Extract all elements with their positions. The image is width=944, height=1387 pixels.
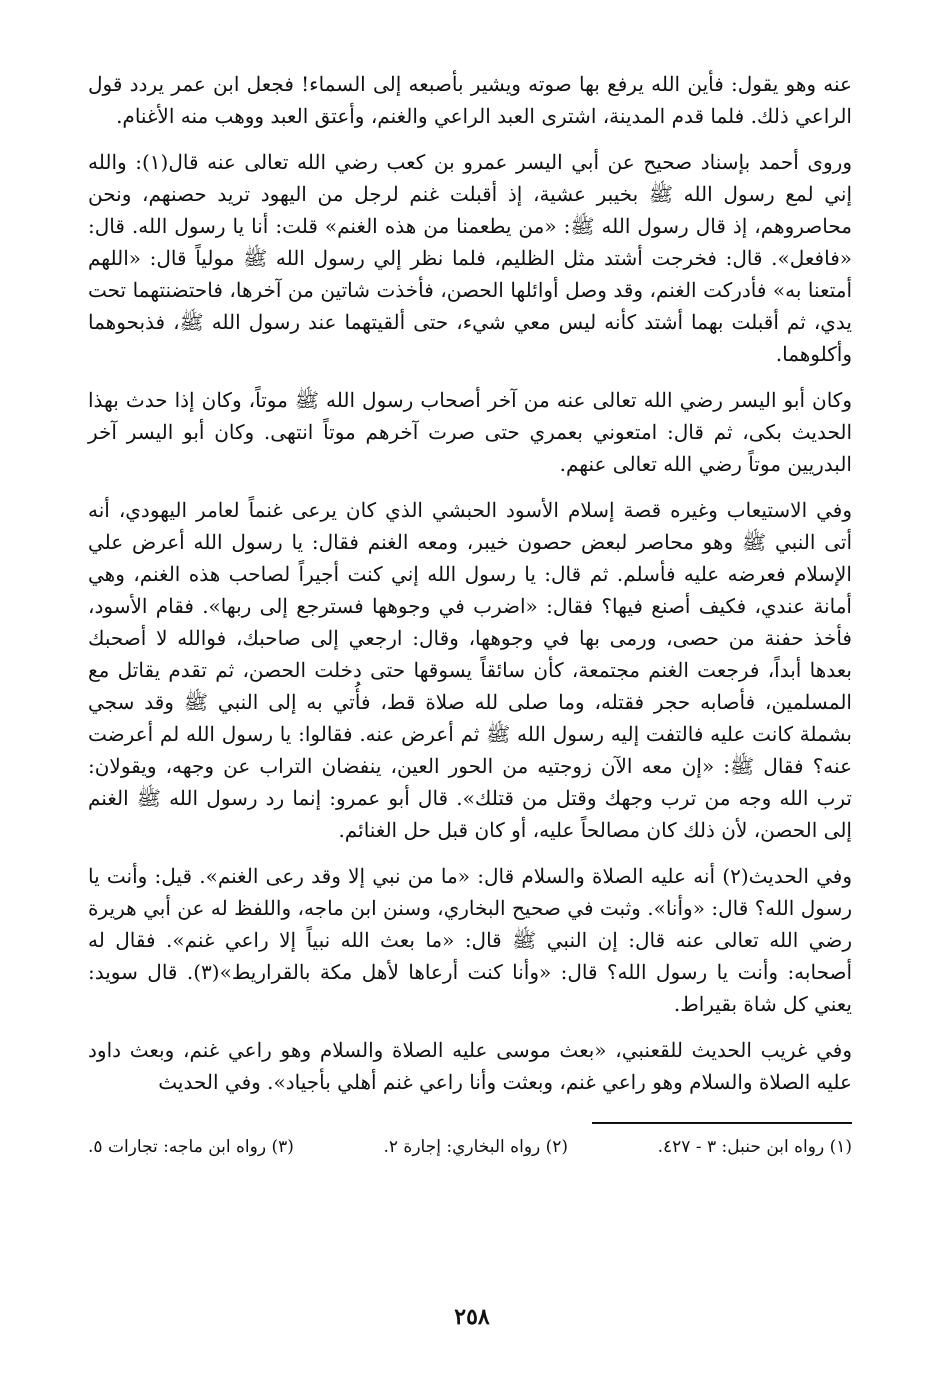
paragraph-1: عنه وهو يقول: فأين الله يرفع بها صوته ويشير بأصبعه إلى السماء! فجعل ابن عمر يردد قول الراعي ذلك. فلما قدم المدينة، اشترى العبد الراعي والغنم، وأعتق العبد ووهب منه الأغنام.	[88, 72, 852, 128]
paragraph-2: وروى أحمد بإسناد صحيح عن أبي اليسر عمرو بن كعب رضي الله تعالى عنه قال(١): والله إني لمع رسول الله ﷺ بخيبر عشية، إذ أقبلت غنم لرجل من اليهود تريد حصنهم، ونحن محاصروهم، إذ قال رسول الله ﷺ: «من يطعمنا من هذه الغنم» قلت: أنا يا رسول الله. قال: «فافعل». قال: فخرجت أشتد مثل الظليم، فلما نظر إلي رسول الله ﷺ مولياً قال: «اللهم أمتعنا به» فأدركت الغنم، وقد وصل أوائلها الحصن، فأخذت شاتين من آخرها، فاحتضنتهما تحت يدي، ثم أقبلت بهما أشتد كأنه ليس معي شيء، حتى ألقيتهما عند رسول الله ﷺ، فذبحوهما وأكلوهما.	[88, 150, 853, 366]
footnote-3: (٣) رواه ابن ماجه: تجارات ٥.	[88, 1137, 294, 1157]
paragraph-4: وفي الاستيعاب وغيره قصة إسلام الأسود الحبشي الذي كان يرعى غنماً لعامر اليهودي، أنه أتى النبي ﷺ وهو محاصر لبعض حصون خيبر، ومعه الغنم فقال: يا رسول الله أعرض علي الإسلام فعرضه عليه فأسلم. ثم قال: يا رسول الله إني كنت أجيراً لصاحب هذه الغنم، وهي أمانة عندي، فكيف أصنع فيها؟ فقال: «اضرب في وجوهها فسترجع إلى ربها». فقام الأسود، فأخذ حفنة من حصى، ورمى بها في وجوهها، وقال: ارجعي إلى صاحبك، فوالله لا أصحبك بعدها أبداً، فرجعت الغنم مجتمعة، كأن سائقاً يسوقها حتى دخلت الحصن، ثم تقدم يقاتل مع المسلمين، فأصابه حجر فقتله، وما صلى لله صلاة قط، فأُتي به إلى النبي ﷺ وقد سجي بشملة كانت عليه فالتفت إليه رسول الله ﷺ ثم أعرض عنه. فقالوا: يا رسول الله لم أعرضت عنه؟ فقال ﷺ: «إن معه الآن زوجتيه من الحور العين، ينفضان التراب عن وجهه، ويقولان: ترب الله وجه من ترب وجهك وقتل من قتلك». قال أبو عمرو: إنما رد رسول الله ﷺ الغنم إلى الحصن، لأن ذلك كان مصالحاً عليه، أو كان قبل حل الغنائم.	[88, 498, 852, 842]
footnote-divider	[592, 1122, 852, 1124]
paragraph-3: وكان أبو اليسر رضي الله تعالى عنه من آخر أصحاب رسول الله ﷺ موتاً، وكان إذا حدث بهذا الحديث بكى، ثم قال: امتعوني بعمري حتى صرت آخرهم موتاً انتهى. وكان أبو اليسر آخر البدريين موتاً رضي الله تعالى عنهم.	[88, 388, 852, 476]
paragraph-6: وفي غريب الحديث للقعنبي، «بعث موسى عليه الصلاة والسلام وهو راعي غنم، وبعث داود عليه الصلاة والسلام وهو راعي غنم، وبعثت وأنا راعي غنم أهلي بأجياد». وفي الحديث	[88, 1038, 852, 1094]
footnotes	[88, 1134, 852, 1160]
page-number: ٢٥٨	[454, 1304, 490, 1330]
paragraph-5: وفي الحديث(٢) أنه عليه الصلاة والسلام قال: «ما من نبي إلا وقد رعى الغنم». قيل: وأنت يا رسول الله؟ قال: «وأنا». وثبت في صحيح البخاري، وسنن ابن ماجه، واللفظ له عن أبي هريرة رضي الله تعالى عنه قال: إن النبي ﷺ قال: «ما بعث الله نبياً إلا راعي غنم». فقال له أصحابه: وأنت يا رسول الله؟ قال: «وأنا كنت أرعاها لأهل مكة بالقراريط»(٣). قال سويد: يعني كل شاة بقيراط.	[88, 864, 853, 1016]
footnote-1: (١) رواه ابن حنبل: ٣ - ٤٢٧.	[657, 1137, 852, 1157]
footnote-2: (٢) رواه البخاري: إجارة ٢.	[383, 1137, 569, 1157]
